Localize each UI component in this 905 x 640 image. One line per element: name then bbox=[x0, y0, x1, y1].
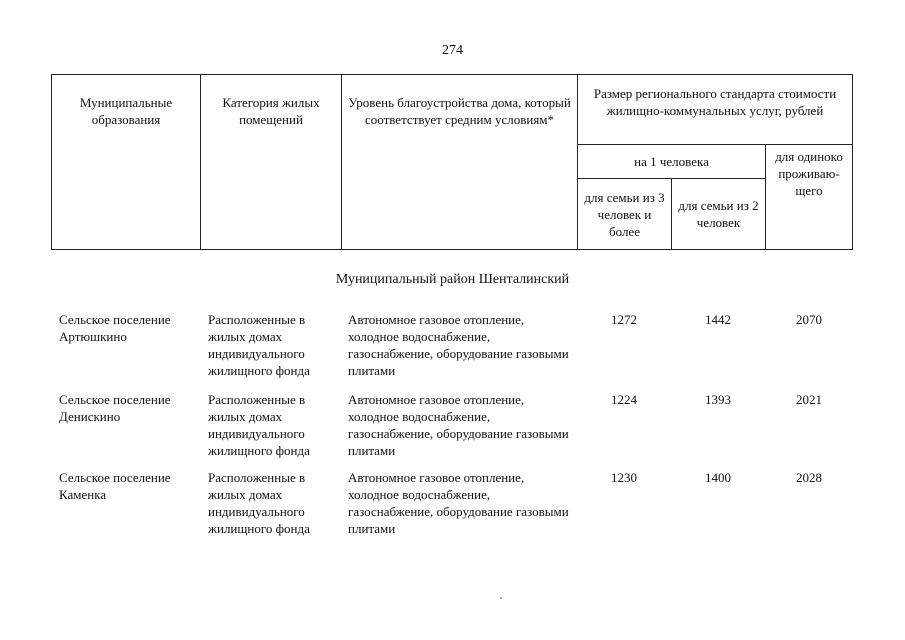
scan-artifact-dot bbox=[500, 597, 502, 599]
header-category: Категория жилых помещений bbox=[201, 75, 342, 250]
header-amenity-level: Уровень благоустройства дома, который соответствует средним условиям* bbox=[342, 75, 578, 250]
header-family-3-plus: для семьи из 3 человек и более bbox=[578, 179, 672, 250]
table-header bbox=[51, 74, 853, 250]
row-amenity-level: Автономное газовое отопление, холодное водоснабжение, газоснабжение, оборудование газовыми плитами bbox=[348, 392, 569, 458]
row-category: Расположенные в жилых домах индивидуального жилищного фонда bbox=[208, 392, 310, 458]
table-row bbox=[0, 469, 905, 541]
row-category: Расположенные в жилых домах индивидуального жилищного фонда bbox=[208, 470, 310, 536]
row-family-2: 1393 bbox=[705, 392, 731, 407]
header-single-person: для одиноко проживаю-щего bbox=[766, 145, 853, 250]
row-family-2: 1442 bbox=[705, 312, 731, 327]
row-family-3-plus: 1272 bbox=[611, 312, 637, 327]
row-family-3-plus: 1224 bbox=[611, 392, 637, 407]
table-row bbox=[0, 391, 905, 463]
row-municipality: Сельское поселение Денискино bbox=[59, 392, 171, 424]
header-standard-size: Размер регионального стандарта стоимости жилищно-коммунальных услуг, рублей bbox=[578, 75, 853, 145]
row-amenity-level: Автономное газовое отопление, холодное водоснабжение, газоснабжение, оборудование газовыми плитами bbox=[348, 312, 569, 378]
section-title: Муниципальный район Шенталинский bbox=[335, 272, 570, 287]
header-family-2: для семьи из 2 человек bbox=[672, 179, 766, 250]
page-number: 274 bbox=[442, 43, 463, 58]
header-per-person: на 1 человека bbox=[578, 145, 766, 179]
row-category: Расположенные в жилых домах индивидуального жилищного фонда bbox=[208, 312, 310, 378]
row-family-2: 1400 bbox=[705, 470, 731, 485]
row-municipality: Сельское поселение Артюшкино bbox=[59, 312, 171, 344]
header-municipality: Муниципальные образования bbox=[52, 75, 201, 250]
row-municipality: Сельское поселение Каменка bbox=[59, 470, 171, 502]
row-amenity-level: Автономное газовое отопление, холодное водоснабжение, газоснабжение, оборудование газовыми плитами bbox=[348, 470, 569, 536]
table-row bbox=[0, 311, 905, 383]
row-family-3-plus: 1230 bbox=[611, 470, 637, 485]
row-single: 2021 bbox=[796, 392, 822, 407]
row-single: 2070 bbox=[796, 312, 822, 327]
row-single: 2028 bbox=[796, 470, 822, 485]
